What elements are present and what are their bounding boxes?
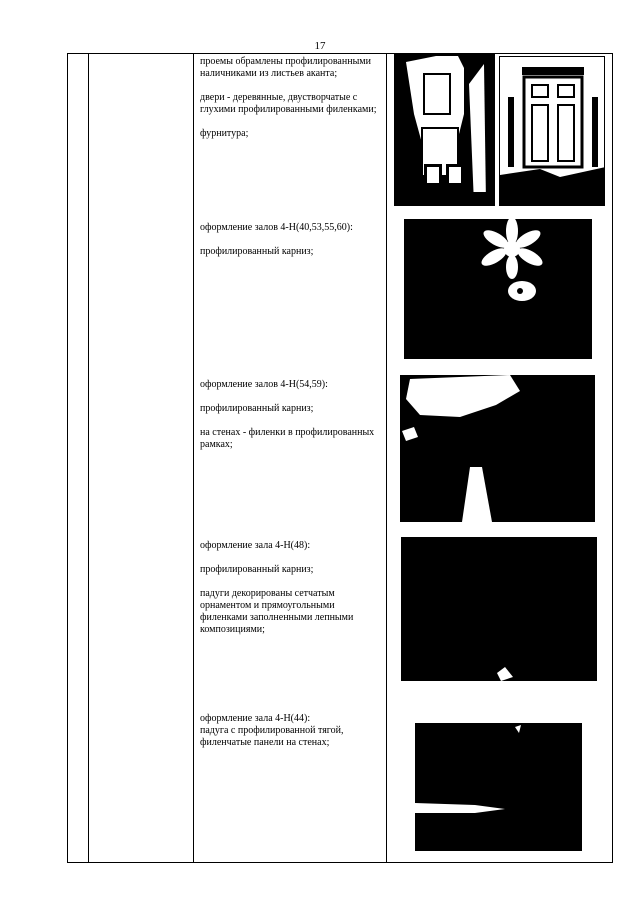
section-4-text xyxy=(200,540,380,648)
section-4-line-2: профилированный карниз; xyxy=(200,564,314,575)
section-1-line-2: двери - деревянные, двустворчатые с глухими профилированными филенками; xyxy=(200,92,377,115)
door-photo-left xyxy=(394,54,495,206)
section-5-text xyxy=(200,713,380,761)
section-2-text xyxy=(200,222,380,270)
section-3-line-1: оформление залов 4-Н(54,59): xyxy=(200,379,328,390)
section-1-line-1: проемы обрамлены профилированными наличниками из листьев аканта; xyxy=(200,56,371,79)
section-1-line-3: фурнитура; xyxy=(200,128,249,139)
section-4-line-3: падуги декорированы сетчатым орнаментом и прямоугольными филенками заполненными лепными композициями; xyxy=(200,588,354,635)
section-1-text xyxy=(200,56,380,152)
door-photo-right xyxy=(499,56,605,206)
column-divider-1 xyxy=(88,53,89,863)
section-2-line-2: профилированный карниз; xyxy=(200,246,314,257)
page-number: 17 xyxy=(314,40,326,52)
section-3-line-2: профилированный карниз; xyxy=(200,403,314,414)
ceiling-chandelier-photo xyxy=(404,219,592,359)
hall-panels-photo xyxy=(415,723,582,851)
section-2-line-1: оформление залов 4-Н(40,53,55,60): xyxy=(200,222,353,233)
section-4-line-1: оформление зала 4-Н(48): xyxy=(200,540,311,551)
column-divider-3 xyxy=(386,53,387,863)
hall-cornice-photo xyxy=(400,375,595,522)
section-5-line-2: падуга с профилированной тягой, филенчатые панели на стенах; xyxy=(200,725,344,748)
section-3-line-3: на стенах - филенки в профилированных рамках; xyxy=(200,427,375,450)
column-divider-2 xyxy=(193,53,194,863)
hall-ceiling-photo xyxy=(401,537,597,681)
section-5-line-1: оформление зала 4-Н(44): xyxy=(200,713,311,724)
section-3-text xyxy=(200,379,380,463)
